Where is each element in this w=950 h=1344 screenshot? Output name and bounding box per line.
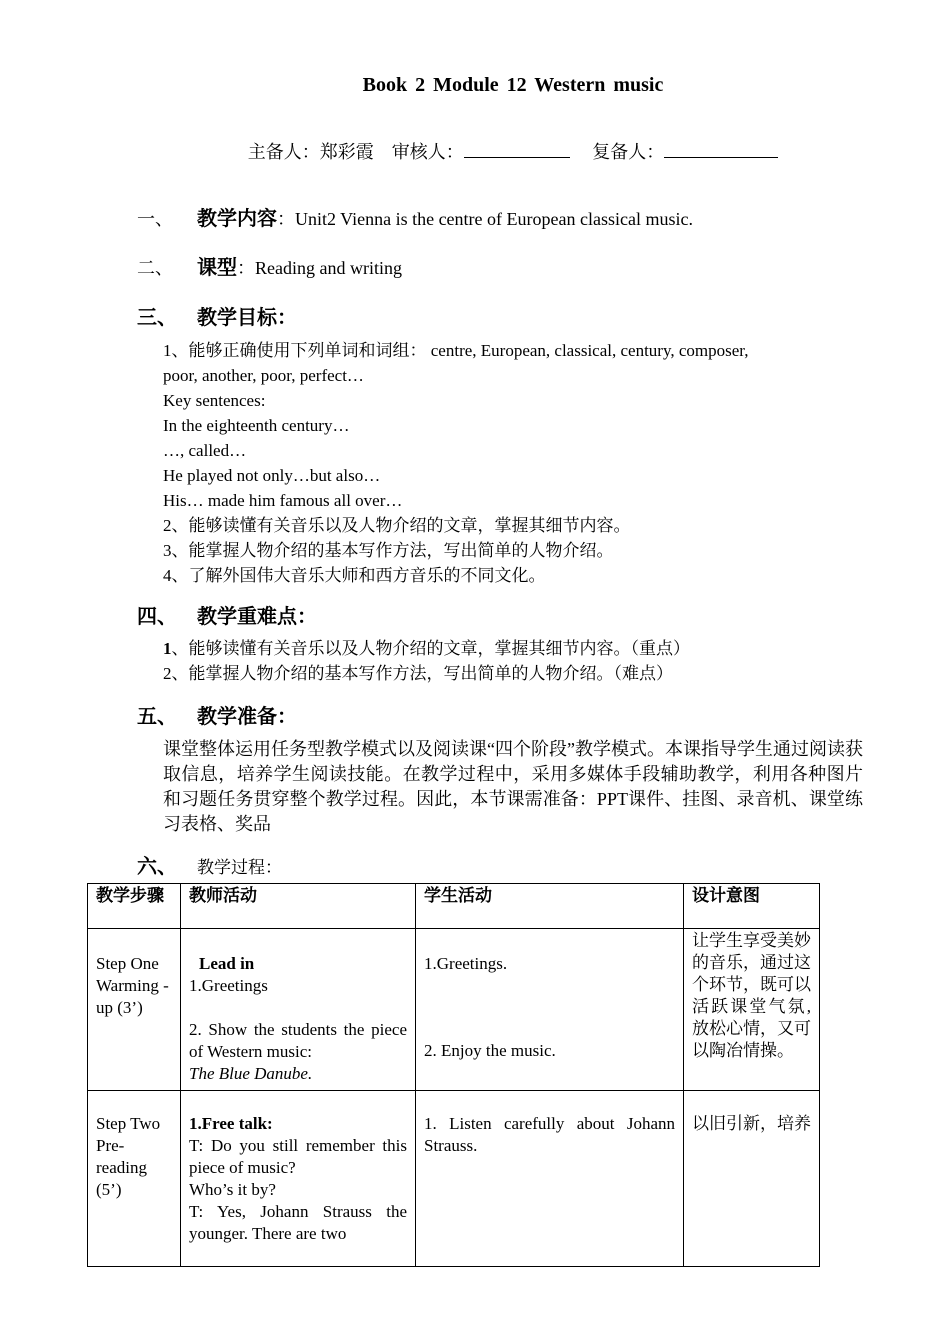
section-heading: 教学目标： bbox=[197, 307, 297, 329]
section-heading: 教学重难点： bbox=[197, 606, 317, 628]
teaching-process-table bbox=[87, 883, 820, 1267]
main-preparer-name: 郑彩霞 bbox=[319, 142, 374, 162]
backup-preparer-label: 复备人： bbox=[592, 142, 665, 162]
section-number: 二、 bbox=[137, 258, 173, 278]
list-item: 4、了解外国伟大音乐大师和西方音乐的不同文化。 bbox=[163, 566, 546, 585]
list-item: poor, another, poor, perfect… bbox=[163, 366, 364, 385]
table-header-row bbox=[88, 884, 820, 929]
item-text: 、能够读懂有关音乐以及人物介绍的文章，掌握其细节内容。（重点） bbox=[171, 639, 690, 658]
header-step: 教学步骤 bbox=[88, 884, 181, 929]
music-title: The Blue Danube. bbox=[189, 1064, 313, 1083]
list-item: 3、能掌握人物介绍的基本写作方法，写出简单的人物介绍。 bbox=[163, 541, 614, 560]
preparers-line bbox=[0, 138, 950, 164]
section-preparation bbox=[137, 700, 297, 729]
key-points-list bbox=[163, 636, 863, 686]
header-student-activity: 学生活动 bbox=[416, 884, 684, 929]
section-text: Reading and writing bbox=[255, 258, 402, 278]
section-objectives bbox=[137, 301, 297, 330]
activity-heading: 1.Free talk: bbox=[189, 1114, 273, 1133]
step-cell: Step One Warming -up (3’) bbox=[88, 929, 181, 1091]
header-design-purpose: 设计意图 bbox=[684, 884, 820, 929]
table-row bbox=[88, 929, 820, 1091]
section-process bbox=[137, 850, 282, 879]
activity-line: T: Do you still remember this piece of music? bbox=[189, 1136, 407, 1177]
teacher-activity-cell bbox=[181, 929, 416, 1091]
table-row bbox=[88, 1091, 820, 1267]
section-text: Unit2 Vienna is the centre of European classical music. bbox=[295, 209, 693, 229]
teacher-activity-cell bbox=[181, 1091, 416, 1267]
activity-line: T: Yes, Johann Strauss the younger. There are two bbox=[189, 1202, 407, 1243]
list-item: Key sentences: bbox=[163, 391, 266, 410]
section-key-points bbox=[137, 600, 317, 629]
design-purpose-cell: 让学生享受美妙的音乐，通过这个环节，既可以活跃课堂气氛,放松心情，又可以陶冶情操。 bbox=[684, 929, 820, 1091]
backup-preparer-blank bbox=[664, 140, 778, 158]
design-purpose-cell: 以旧引新，培养 bbox=[684, 1091, 820, 1267]
page-title: Book 2 Module 12 Western music bbox=[362, 74, 664, 96]
section-heading: 教学内容 bbox=[197, 208, 277, 230]
activity-line: 1.Greetings bbox=[189, 976, 268, 995]
step-cell: Step Two Pre-reading (5’) bbox=[88, 1091, 181, 1267]
header-teacher-activity: 教师活动 bbox=[181, 884, 416, 929]
section-heading: 课型 bbox=[197, 257, 237, 279]
section-number: 四、 bbox=[137, 606, 177, 628]
list-item: 2、能够读懂有关音乐以及人物介绍的文章，掌握其细节内容。 bbox=[163, 516, 631, 535]
student-activity-cell bbox=[416, 929, 684, 1091]
main-preparer-label: 主备人： bbox=[247, 142, 320, 162]
list-item bbox=[163, 636, 863, 661]
section-heading: 教学准备： bbox=[197, 706, 297, 728]
reviewer-label: 审核人： bbox=[391, 142, 464, 162]
activity-line: 2. Enjoy the music. bbox=[424, 1041, 556, 1060]
list-item: …, called… bbox=[163, 441, 247, 460]
section-number: 三、 bbox=[137, 307, 177, 329]
section-heading: 教学过程： bbox=[197, 858, 282, 877]
list-item: In the eighteenth century… bbox=[163, 416, 350, 435]
section-colon: ： bbox=[277, 209, 295, 229]
activity-line: 1.Greetings. bbox=[424, 954, 508, 973]
section-colon: ： bbox=[237, 258, 255, 278]
list-item bbox=[163, 661, 863, 686]
list-item: 1、能够正确使用下列单词和词组： centre, European, classical, century, composer, bbox=[163, 341, 749, 360]
section-number: 六、 bbox=[137, 856, 177, 878]
item-number: 1 bbox=[163, 639, 172, 658]
reviewer-blank bbox=[464, 140, 570, 158]
section-lesson-type bbox=[137, 251, 402, 280]
section-number: 五、 bbox=[137, 706, 177, 728]
item-number: 2 bbox=[163, 664, 172, 683]
objectives-list bbox=[163, 338, 863, 588]
activity-heading: Lead in bbox=[199, 954, 255, 973]
list-item: He played not only…but also… bbox=[163, 466, 381, 485]
activity-line: 2. Show the students the piece of Western music: bbox=[189, 1020, 407, 1061]
activity-line: Who’s it by? bbox=[189, 1180, 276, 1199]
preparation-paragraph: 课堂整体运用任务型教学模式以及阅读课“四个阶段”教学模式。本课指导学生通过阅读获取信息，培养学生阅读技能。在教学过程中，采用多媒体手段辅助教学，利用各种图片和习题任务贯穿整个教学过程。因此，本节课需准备：PPT课件、挂图、录音机、课堂练习表格、奖品 bbox=[163, 739, 863, 834]
section-number: 一、 bbox=[137, 209, 173, 229]
student-activity-cell: 1. Listen carefully about Johann Strauss. bbox=[416, 1091, 684, 1267]
list-item: His… made him famous all over… bbox=[163, 491, 403, 510]
section-teaching-content bbox=[137, 202, 693, 231]
item-text: 、能掌握人物介绍的基本写作方法，写出简单的人物介绍。（难点） bbox=[171, 664, 673, 683]
